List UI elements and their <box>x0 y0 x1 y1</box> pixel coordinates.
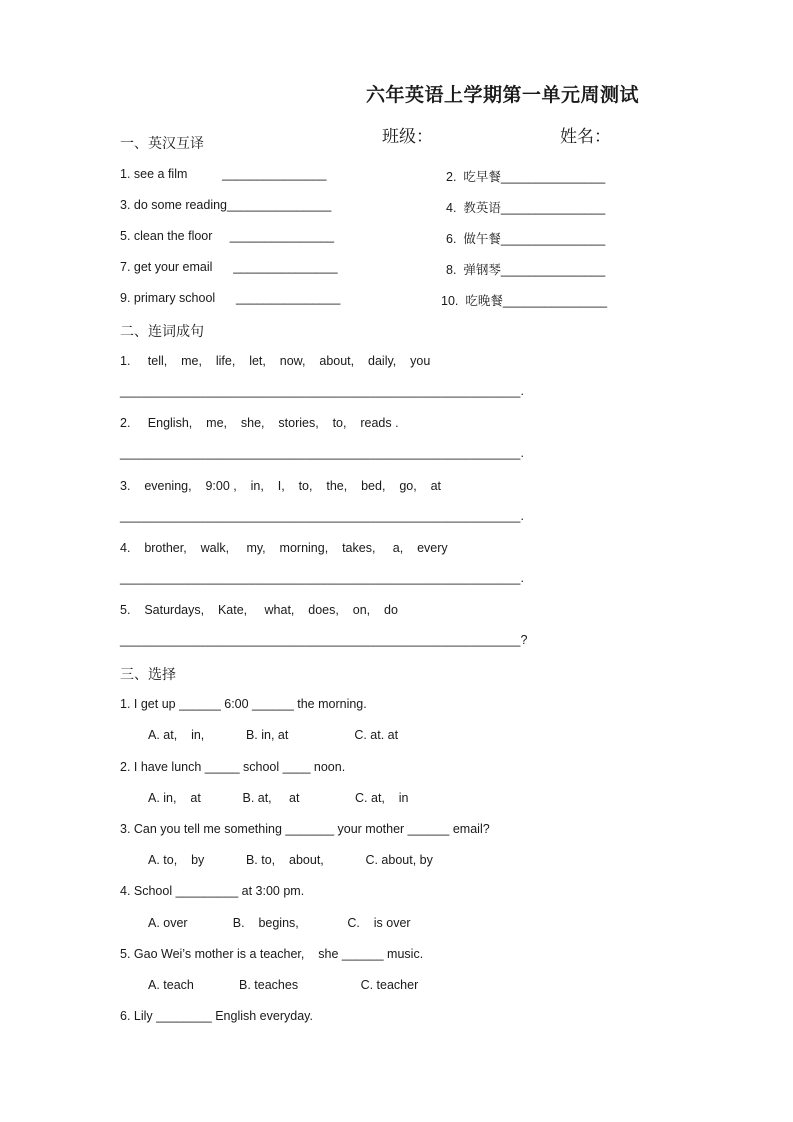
translation-item: 7. get your email _______________ <box>120 260 338 274</box>
answer-line: ________________________________________________________. <box>120 509 525 523</box>
section3-heading: 三、选择 <box>120 667 176 683</box>
answer-line: ________________________________________________________. <box>120 446 525 460</box>
question-stem: 6. Lily ________ English everyday. <box>120 1009 313 1023</box>
question-options: A. at, in, B. in, at C. at. at <box>148 728 399 742</box>
section2-heading: 二、连词成句 <box>120 324 204 340</box>
translation-item: 4. 教英语_______________ <box>446 201 606 215</box>
question-options: A. to, by B. to, about, C. about, by <box>148 853 433 867</box>
name-label: 姓名： <box>560 127 611 147</box>
answer-line: ________________________________________________________? <box>120 633 528 647</box>
answer-line: ________________________________________________________. <box>120 384 525 398</box>
translation-item: 3. do some reading_______________ <box>120 198 332 212</box>
translation-item: 2. 吃早餐_______________ <box>446 170 606 184</box>
question-stem: 2. I have lunch _____ school ____ noon. <box>120 760 346 774</box>
translation-item: 6. 做午餐_______________ <box>446 232 606 246</box>
section1-heading: 一、英汉互译 <box>120 136 204 152</box>
question-stem: 3. Can you tell me something _______ your mother ______ email? <box>120 822 490 836</box>
question-options: A. over B. begins, C. is over <box>148 916 411 930</box>
word-order-prompt: 2. English, me, she, stories, to, reads . <box>120 416 399 430</box>
translation-item: 10. 吃晚餐_______________ <box>441 294 608 308</box>
translation-item: 5. clean the floor _______________ <box>120 229 335 243</box>
translation-item: 8. 弹钢琴_______________ <box>446 263 606 277</box>
word-order-prompt: 3. evening, 9:00 , in, I, to, the, bed, go, at <box>120 479 442 493</box>
translation-item: 9. primary school _______________ <box>120 291 341 305</box>
page-title: 六年英语上学期第一单元周测试 <box>366 84 640 106</box>
question-options: A. in, at B. at, at C. at, in <box>148 791 409 805</box>
translation-item: 1. see a film _______________ <box>120 167 327 181</box>
question-options: A. teach B. teaches C. teacher <box>148 978 419 992</box>
word-order-prompt: 1. tell, me, life, let, now, about, daily, you <box>120 354 431 368</box>
question-stem: 5. Gao Wei’s mother is a teacher, she ______ music. <box>120 947 424 961</box>
word-order-prompt: 5. Saturdays, Kate, what, does, on, do <box>120 603 398 617</box>
question-stem: 1. I get up ______ 6:00 ______ the morning. <box>120 697 367 711</box>
question-stem: 4. School _________ at 3:00 pm. <box>120 884 305 898</box>
answer-line: ________________________________________________________. <box>120 571 525 585</box>
word-order-prompt: 4. brother, walk, my, morning, takes, a, every <box>120 541 448 555</box>
class-label: 班级： <box>382 127 433 147</box>
